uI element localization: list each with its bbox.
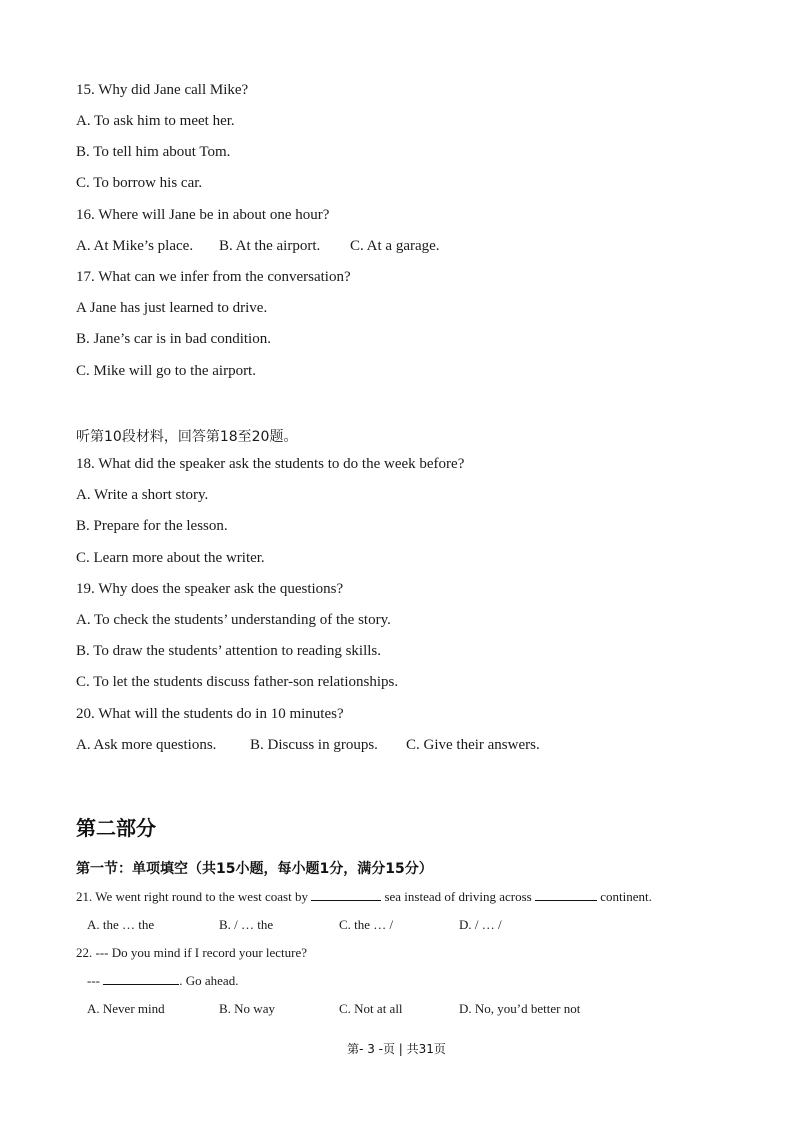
- question-20: 20. What will the students do in 10 minutes?: [76, 706, 344, 722]
- q17-option-a: A Jane has just learned to drive.: [76, 300, 268, 316]
- q16-option-a: A. At Mike’s place.: [76, 238, 194, 254]
- section-one-title: 第一节：单项填空（共15小题，每小题1分，满分15分）: [76, 861, 433, 877]
- q19-option-c: C. To let the students discuss father-son relationships.: [76, 674, 399, 690]
- q21-text-part2: sea instead of driving across: [384, 889, 532, 904]
- q22-option-d: D. No, you’d better not: [459, 1001, 581, 1016]
- q19-option-a: A. To check the students’ understanding of the story.: [76, 612, 391, 628]
- q22-blank: [103, 974, 179, 985]
- q18-option-a: A. Write a short story.: [76, 487, 209, 503]
- q22-option-b: B. No way: [219, 1001, 275, 1016]
- q18-option-b: B. Prepare for the lesson.: [76, 518, 228, 534]
- q20-option-b: B. Discuss in groups.: [250, 737, 378, 753]
- q21-option-c: C. the … /: [339, 917, 394, 932]
- q21-text-part1: 21. We went right round to the west coast by: [76, 889, 308, 904]
- part-two-title: 第二部分: [76, 816, 156, 840]
- q22-option-c: C. Not at all: [339, 1001, 403, 1016]
- q21-option-b: B. / … the: [219, 917, 274, 932]
- q16-option-c: C. At a garage.: [350, 238, 440, 254]
- q22-answer-line: [87, 973, 238, 989]
- q20-option-c: C. Give their answers.: [406, 737, 540, 753]
- q21-blank-1: [311, 890, 381, 901]
- q17-option-c: C. Mike will go to the airport.: [76, 363, 256, 379]
- q19-option-b: B. To draw the students’ attention to reading skills.: [76, 643, 382, 659]
- question-21: [76, 889, 652, 905]
- page-footer: 第- 3 -页 | 共31页: [347, 1042, 446, 1056]
- question-15: 15. Why did Jane call Mike?: [76, 82, 249, 98]
- q15-option-b: B. To tell him about Tom.: [76, 144, 231, 160]
- q15-option-c: C. To borrow his car.: [76, 175, 203, 191]
- q21-blank-2: [535, 890, 597, 901]
- q15-option-a: A. To ask him to meet her.: [76, 113, 235, 129]
- question-19: 19. Why does the speaker ask the questions?: [76, 581, 344, 597]
- question-17: 17. What can we infer from the conversation?: [76, 269, 351, 285]
- question-22: 22. --- Do you mind if I record your lecture?: [76, 945, 308, 960]
- q22-dash: ---: [87, 973, 100, 988]
- q22-option-a: A. Never mind: [87, 1001, 165, 1016]
- q21-text-part3: continent.: [600, 889, 652, 904]
- q16-option-b: B. At the airport.: [219, 238, 321, 254]
- question-18: 18. What did the speaker ask the students to do the week before?: [76, 456, 465, 472]
- question-16: 16. Where will Jane be in about one hour?: [76, 207, 330, 223]
- listening-instruction-10: 听第10段材料，回答第18至20题。: [76, 429, 298, 445]
- q20-option-a: A. Ask more questions.: [76, 737, 217, 753]
- q18-option-c: C. Learn more about the writer.: [76, 550, 265, 566]
- q21-option-a: A. the … the: [87, 917, 155, 932]
- q17-option-b: B. Jane’s car is in bad condition.: [76, 331, 271, 347]
- q22-answer-tail: . Go ahead.: [179, 973, 239, 988]
- q21-option-d: D. / … /: [459, 917, 502, 932]
